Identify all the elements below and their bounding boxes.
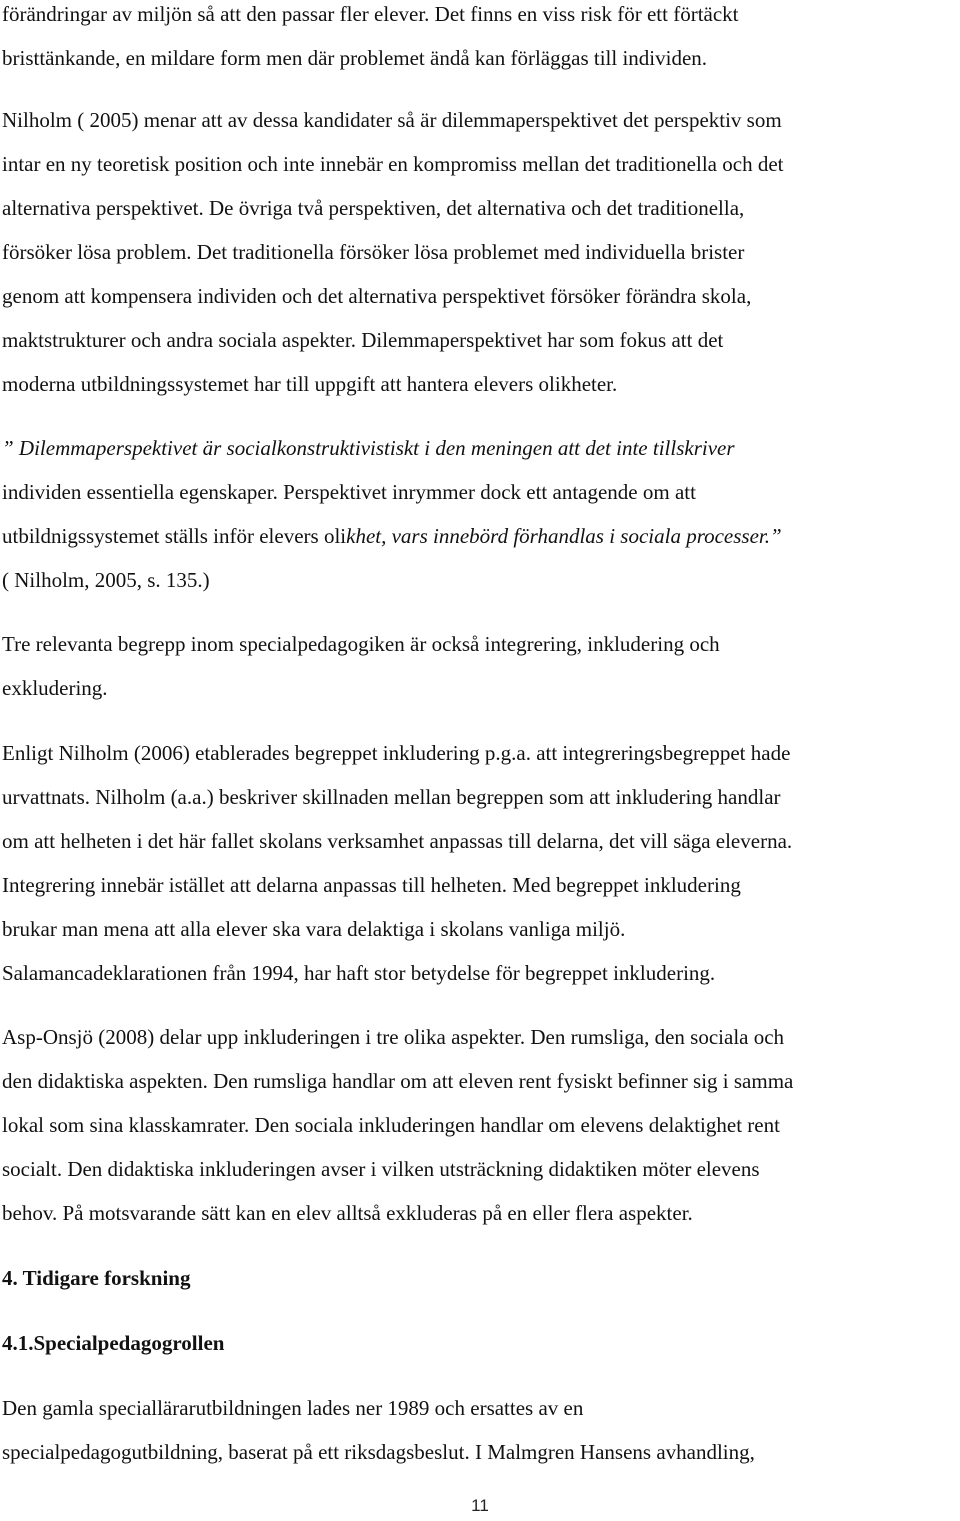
subsection-heading: 4.1.Specialpedagogrollen [2, 1331, 225, 1355]
paragraph-intro [2, 0, 958, 80]
text-line: bristtänkande, en mildare form men där problemet ändå kan förläggas till individen. [2, 46, 708, 70]
text-line: moderna utbildningssystemet har till uppgift att hantera elevers olikheter. [2, 372, 618, 396]
text-line: den didaktiska aspekten. Den rumsliga handlar om att eleven rent fysiskt befinner sig i samma [2, 1069, 794, 1093]
paragraph-asp-onsjo [2, 1015, 958, 1235]
quote-line [2, 514, 958, 558]
text-line: Salamancadeklarationen från 1994, har haft stor betydelse för begreppet inkludering. [2, 961, 716, 985]
paragraph-begrepp [2, 622, 958, 710]
text-line: brukar man mena att alla elever ska vara delaktiga i skolans vanliga miljö. [2, 917, 626, 941]
block-quote [2, 426, 958, 602]
quote-line: ” Dilemmaperspektivet är socialkonstruktivistiskt i den meningen att det inte tillskriver [2, 436, 735, 460]
section-heading: 4. Tidigare forskning [2, 1266, 191, 1290]
text-line: förändringar av miljön så att den passar fler elever. Det finns en viss risk för ett förtäckt [2, 2, 739, 26]
quote-line-italic: khet, vars innebörd förhandlas i sociala processer.” [346, 524, 782, 548]
text-line: lokal som sina klasskamrater. Den sociala inkluderingen handlar om elevens delaktighet rent [2, 1113, 780, 1137]
text-line: urvattnats. Nilholm (a.a.) beskriver skillnaden mellan begreppen som att inkludering handlar [2, 785, 781, 809]
text-line: om att helheten i det här fallet skolans verksamhet anpassas till delarna, det vill säga eleverna. [2, 829, 793, 853]
page-number: 11 [471, 1496, 489, 1515]
text-line: Integrering innebär istället att delarna anpassas till helheten. Med begreppet inkludering [2, 873, 741, 897]
text-line: behov. På motsvarande sätt kan en elev alltså exkluderas på en eller flera aspekter. [2, 1201, 693, 1225]
quote-line-normal: utbildnigssystemet ställs inför elevers oli [2, 524, 347, 548]
text-line: intar en ny teoretisk position och inte innebär en kompromiss mellan det traditionella och det [2, 152, 784, 176]
paragraph-enligt [2, 731, 958, 995]
text-line: maktstrukturer och andra sociala aspekter. Dilemmaperspektivet har som fokus att det [2, 328, 724, 352]
text-line: genom att kompensera individen och det alternativa perspektivet försöker förändra skola, [2, 284, 752, 308]
quote-citation: ( Nilholm, 2005, s. 135.) [2, 568, 210, 592]
text-line: Den gamla speciallärarutbildningen lades ner 1989 och ersattes av en [2, 1396, 584, 1420]
text-line: Tre relevanta begrepp inom specialpedagogiken är också integrering, inkludering och [2, 632, 720, 656]
text-line: exkludering. [2, 676, 108, 700]
quote-line: individen essentiella egenskaper. Perspektivet inrymmer dock ett antagende om att [2, 480, 696, 504]
text-line: Enligt Nilholm (2006) etablerades begreppet inkludering p.g.a. att integreringsbegreppet hade [2, 741, 791, 765]
text-line: alternativa perspektivet. De övriga två perspektiven, det alternativa och det traditionella, [2, 196, 745, 220]
text-line: specialpedagogutbildning, baserat på ett riksdagsbeslut. I Malmgren Hansens avhandling, [2, 1440, 755, 1464]
text-line: försöker lösa problem. Det traditionella försöker lösa problemet med individuella brister [2, 240, 745, 264]
text-line: Nilholm ( 2005) menar att av dessa kandidater så är dilemmaperspektivet det perspektiv som [2, 108, 782, 132]
paragraph-nilholm [2, 98, 958, 406]
paragraph-specialpedagog [2, 1386, 958, 1474]
text-line: Asp-Onsjö (2008) delar upp inkluderingen i tre olika aspekter. Den rumsliga, den sociala och [2, 1025, 785, 1049]
text-line: socialt. Den didaktiska inkluderingen avser i vilken utsträckning didaktiken möter elevens [2, 1157, 760, 1181]
